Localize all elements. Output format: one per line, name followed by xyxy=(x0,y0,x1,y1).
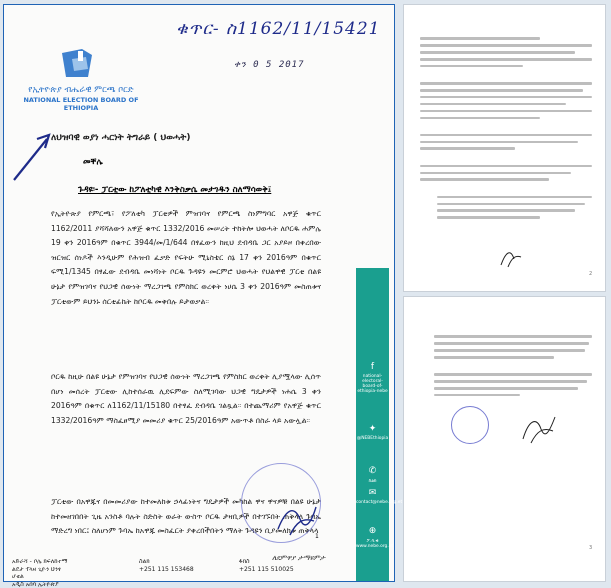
page-2-text-lines xyxy=(420,33,592,223)
official-seal-icon xyxy=(451,406,489,444)
contact-side-panel xyxy=(356,268,403,581)
addressee: ለህዝባዊ ወያነ ሓርነት ትግራይ ( ህወሓት) xyxy=(51,133,191,143)
letter-page-3 xyxy=(403,296,606,582)
page-number: 1 xyxy=(315,533,319,540)
globe-icon: ⊕ xyxy=(368,526,377,536)
facebook-item[interactable]: f national-electoral-board-of-ethiopia-nebe xyxy=(357,362,388,394)
signature-icon xyxy=(274,499,322,537)
subject-line: ጉዳዩ፡- ፓርቲው ከፖለቲካዊ እንቅስቃሴ መታገዱን ስለማሳወቅ፤ xyxy=(78,185,272,195)
page-number: 2 xyxy=(589,271,593,277)
body-paragraph-2: ቦርዱ ከዚሁ በልዩ ሁኔታ የምዝገባና የህጋዊ ሰውነት ማረጋገጫ የምስክር ወረቀት ሊያሟላው ሊሰጥ በሆነ መሰረት ፓርቲው ሊከተሰራዉ ሊደፍምው ስለሚገባው ህጋዊ ግዴታዎች ነሐሴ 3 ቀን 2016ዓም በቁጥር ለ1162/11/15180 በተፃፈ ደብዳቤ ገልጿል። በተጨማሪም የአዋጅ ቁጥር 1332/2016ዓም ማስፈፀሚያ መመሪያ ቁጥር 25/2016ዓም አውጥቶ በስራ ላይ አውሏል። xyxy=(51,372,321,425)
signature-icon xyxy=(519,411,559,445)
twitter-item[interactable]: ✦ @NEBEthiopia xyxy=(356,424,389,441)
reference-number: ቁጥር- ስ1162/11/15421 xyxy=(176,19,381,39)
closing-handwritten: ለደምዋያ ታማዩምታ xyxy=(272,554,325,562)
body-paragraph-1: የኢትዮጵያ የምርጫ፣ የፖለቲካ ፓርቲዎች ምዝገባና የምርጫ ስነምግባር አዋጅ ቁጥር 1162/2011 ያሻሻለውን አዋጅ ቁጥር 1332/2016 መሠረት ተከትሎ ህወሓት ለቦርዱ ሐምሌ 19 ቀን 2016ዓም በቁጥር 3944/መ/1/644 በፃፈውን ከዚህ ደብዳቤ ጋር አያይዞ በቀረበው ዝርዝር ሰነዶች እንዲሁም የሕዝብ ፈቃድ የፍትሁ ሚኒስቴር ሰኔ 17 ቀን 2016ዓም በቁጥር ፍሚ1/1345 በፃፈው ደብዳቤ መነሻነት ቦርዱ ጉዳዩን መርምሮ ህወሓት የህልዋዊ ፓርቲ በልዩ ሁኔታ የምዝገባና የህጋዊ ሰውነት ማረጋገጫ የምስክር ወረቀት ነሀሴ 3 ቀን 2016ዓም መስጠቱና ፓርቲውም ይህንኑ ሰርቲፊኬት ከቦርዱ መቀበሉ ይታወቃል። xyxy=(51,209,321,306)
email-item[interactable]: ✉ contact@nebe.org.et xyxy=(356,488,403,505)
footer-fax: ፋክስ +251 115 510025 xyxy=(239,558,294,573)
website-item[interactable]: ⊕ ፖ.ሳ.ቁ www.nebe.org.et xyxy=(356,526,394,549)
email-icon: ✉ xyxy=(368,488,377,498)
nebe-logo-icon xyxy=(58,47,98,83)
signature-icon xyxy=(498,245,524,269)
page-number: 3 xyxy=(589,545,593,551)
org-name-english: NATIONAL ELECTION BOARD OF ETHIOPIA xyxy=(23,96,139,112)
phone-item: ✆ ስልክ xyxy=(356,466,389,484)
letter-page-2 xyxy=(403,4,606,292)
footer-address: አድራሻ - ቦሌ ክፍለከተማ ልደታ ፕላዛ ጊዮን ህንፃ ሆቴል አዲስ አበባ ኢትዮጵያ xyxy=(12,558,68,588)
handwritten-arrow-icon xyxy=(11,131,53,183)
addressee-city: መቐሌ xyxy=(83,157,103,167)
footer-phone: ስልክ +251 115 153468 xyxy=(139,558,194,573)
phone-icon: ✆ xyxy=(368,466,377,476)
page-3-text-lines xyxy=(420,331,592,401)
body-paragraph-3: ፓርቲው በአዋጁና በመመሪያው ከተመለከቱ ኃላፊነትና ግዴታዎች መካከል ዋና ዋናዎቹ በልዩ ሁኔታ ከተመዘገበበት ጊዜ አንስቶ ባሉት ስድስት ወራት ውስጥ ቦርዱ ታዛቢዎች በተገኙበት ጠቅላላ ጉባኤ ማድረግ ነበር፤ ስለሆነም ጉባኤ ከአዋጁ መስፈርት ያቀረበችበትን ማለት ጉዳዩን ቢያመለክቱ ጠቅላላ xyxy=(51,497,321,536)
date-stamp: ቀን 0 5 2017 xyxy=(234,60,305,70)
facebook-icon: f xyxy=(370,362,375,372)
letter-page-1 xyxy=(3,4,403,588)
org-name-amharic: የኢትዮጵያ ብሔራዊ ምርጫ ቦርድ xyxy=(28,85,134,95)
twitter-icon: ✦ xyxy=(368,424,377,434)
